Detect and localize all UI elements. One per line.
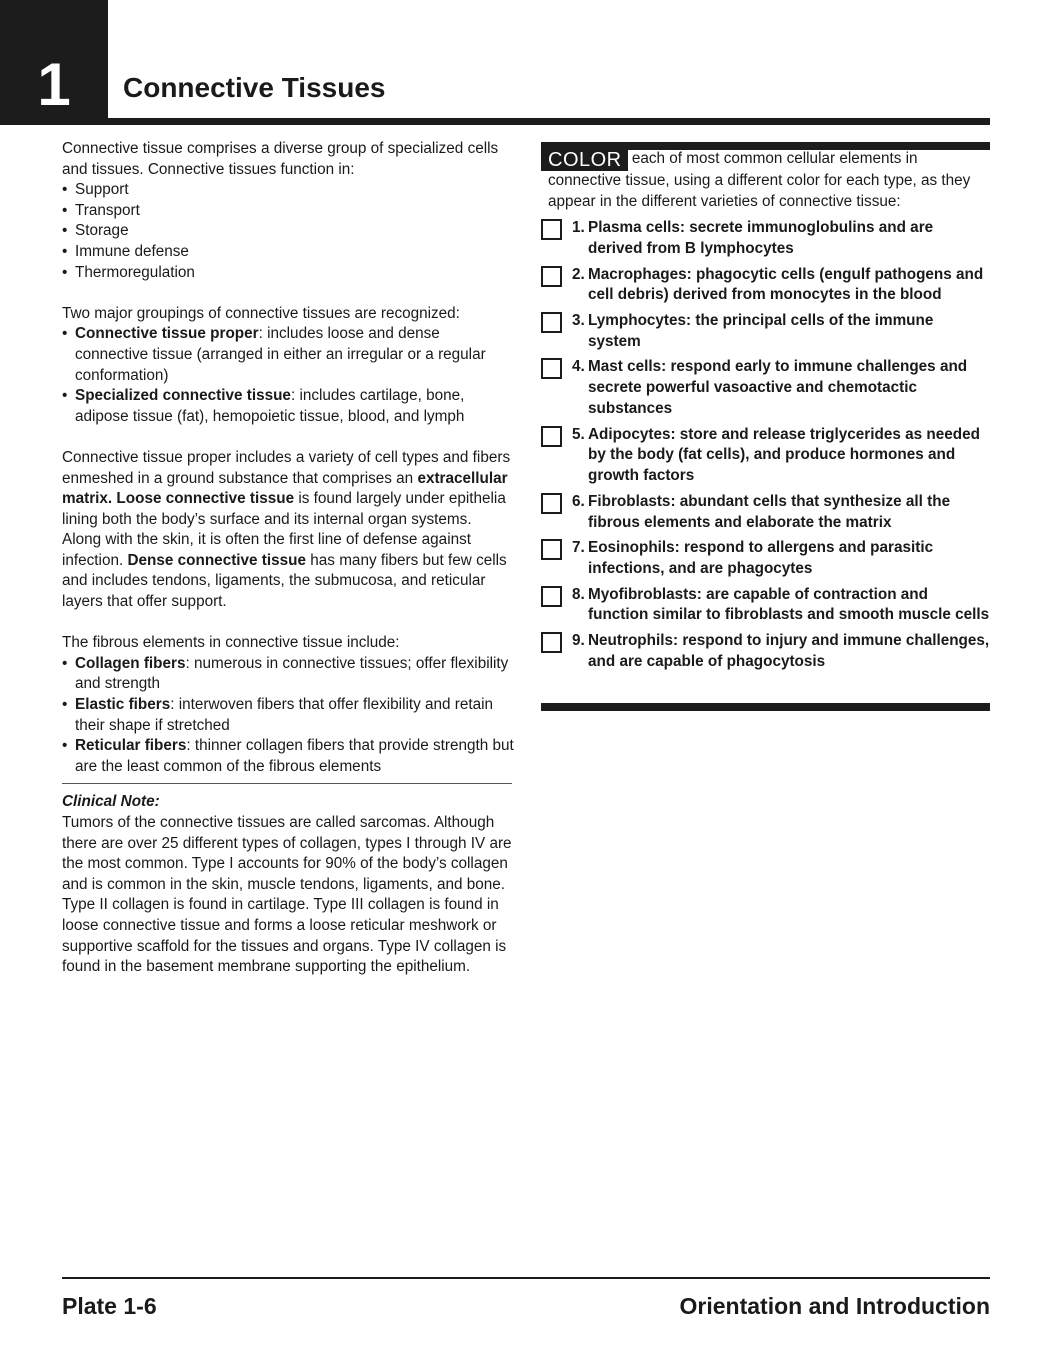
item-text: Eosinophils: respond to allergens and parasitic infections, and are phagocytes	[588, 539, 934, 577]
grouping-desc: : includes cartilage, bone, adipose tissue (fat), hemopoietic tissue, blood, and lymph	[75, 387, 465, 425]
color-checkbox[interactable]	[541, 358, 562, 379]
item-number: 3.	[572, 311, 585, 329]
color-checkbox[interactable]	[541, 312, 562, 333]
item-text: Plasma cells: secrete immunoglobulins and are derived from B lymphocytes	[588, 219, 934, 257]
chapter-number: 1	[37, 51, 71, 118]
proper-bold-2: Dense connective tissue	[127, 551, 307, 569]
grouping-term: Specialized connective tissue	[75, 387, 291, 405]
color-item	[541, 425, 990, 487]
fiber-item	[62, 736, 514, 777]
fiber-desc: : numerous in connective tissues; offer flexibility and strength	[75, 654, 509, 693]
item-number: 5.	[572, 425, 585, 443]
color-item	[541, 631, 990, 673]
proper-text-1: Connective tissue proper includes a variety of cell types and fibers enmeshed in a ground substance that comprises an	[62, 448, 511, 487]
item-text: Adipocytes: store and release triglycerides as needed by the body (fat cells), and produce hormones and growth factors	[588, 425, 980, 485]
item-text: Fibroblasts: abundant cells that synthesize all the fibrous elements and elaborate the matrix	[588, 492, 951, 531]
item-text: Macrophages: phagocytic cells (engulf pathogens and cell debris) derived from monocytes in the blood	[588, 265, 984, 304]
fibers-list	[62, 654, 514, 778]
fiber-desc: : thinner collagen fibers that provide strength but are the least common of the fibrous elements	[75, 737, 514, 775]
item-number: 4.	[572, 358, 585, 376]
color-tag: COLOR	[541, 149, 628, 171]
color-checkbox[interactable]	[541, 219, 562, 240]
color-item	[541, 492, 990, 534]
section-title: Orientation and Introduction	[679, 1293, 990, 1319]
color-item	[541, 265, 990, 307]
color-item	[541, 538, 990, 580]
function-item: • Storage	[62, 221, 514, 242]
clinical-note-title: Clinical Note:	[62, 793, 160, 811]
fiber-term: Reticular fibers	[75, 737, 187, 755]
item-text: Neutrophils: respond to injury and immune challenges, and are capable of phagocytosis	[588, 631, 990, 670]
fiber-term: Elastic fibers	[75, 696, 171, 714]
function-item: • Transport	[62, 201, 514, 222]
grouping-item	[62, 324, 514, 386]
color-instruction-text: each of most common cellular elements in connective tissue, using a different color for each type, as they appear in the different varieties of connective tissue:	[548, 150, 971, 210]
proper-text-3: has many fibers but few cells and includes tendons, ligaments, the submucosa, and reticular layers that offer support.	[62, 551, 507, 611]
color-box-bottom-bar	[541, 703, 990, 711]
clinical-note-text: Tumors of the connective tissues are called sarcomas. Although there are over 25 different types of collagen, types I through IV are the most common. Type I accounts for 90% of the body’s collagen and is common in the skin, muscle tendons, ligaments, and bone. Type II collagen is found in cartilage. Type III collagen is found in loose connective tissue and forms a loose reticular meshwork or supportive scaffold for the tissues and organs. Type IV collagen is found in the basement membrane supporting the epithelium.	[62, 814, 512, 976]
main-text-column	[62, 139, 514, 978]
grouping-term: Connective tissue proper	[75, 325, 259, 343]
proper-text-2: is found largely under epithelia lining both the body’s surface and its internal organ systems. Along with the skin, it is often the first line of defense against infection.	[62, 490, 506, 569]
footer-rule	[62, 1277, 990, 1279]
function-item: • Immune defense	[62, 242, 514, 263]
header-rule	[108, 118, 990, 125]
item-number: 2.	[572, 265, 585, 283]
plate-number: Plate 1-6	[62, 1293, 157, 1319]
item-text: Myofibroblasts: are capable of contraction and function similar to fibroblasts and smooth muscle cells	[588, 585, 990, 624]
item-number: 1.	[572, 219, 585, 237]
color-item	[541, 218, 990, 260]
color-checkbox[interactable]	[541, 586, 562, 607]
function-item: • Support	[62, 180, 514, 201]
item-text: Lymphocytes: the principal cells of the immune system	[588, 311, 934, 350]
fiber-desc: : interwoven fibers that offer flexibility and retain their shape if stretched	[75, 696, 494, 734]
color-item	[541, 585, 990, 627]
fiber-item	[62, 695, 514, 736]
color-checkbox[interactable]	[541, 493, 562, 514]
color-instruction	[541, 149, 990, 212]
clinical-note-rule	[62, 783, 512, 784]
function-item: • Thermoregulation	[62, 263, 514, 284]
color-item-list	[541, 218, 990, 672]
color-box	[541, 142, 990, 677]
item-number: 7.	[572, 539, 585, 557]
grouping-item	[62, 386, 514, 427]
proper-paragraph	[62, 448, 514, 613]
chapter-number-box	[0, 0, 108, 125]
item-number: 6.	[572, 492, 585, 510]
item-text: Mast cells: respond early to immune challenges and secrete powerful vasoactive and chemotactic substances	[588, 358, 968, 417]
page-title: Connective Tissues	[123, 72, 386, 103]
color-checkbox[interactable]	[541, 426, 562, 447]
fiber-term: Collagen fibers	[75, 654, 186, 672]
fibers-lead: The fibrous elements in connective tissue include:	[62, 634, 400, 652]
color-checkbox[interactable]	[541, 266, 562, 287]
functions-list	[62, 180, 514, 283]
color-item	[541, 311, 990, 353]
groupings-list	[62, 324, 514, 427]
item-number: 8.	[572, 585, 585, 603]
color-checkbox[interactable]	[541, 539, 562, 560]
color-item	[541, 357, 990, 419]
intro-paragraph: Connective tissue comprises a diverse group of specialized cells and tissues. Connective tissues function in:	[62, 140, 499, 178]
proper-bold-1: extracellular matrix. Loose connective tissue	[62, 469, 508, 508]
fiber-item	[62, 654, 514, 695]
groupings-lead: Two major groupings of connective tissues are recognized:	[62, 304, 460, 322]
item-number: 9.	[572, 631, 585, 649]
color-checkbox[interactable]	[541, 632, 562, 653]
grouping-desc: : includes loose and dense connective tissue (arranged in either an irregular or a regular conformation)	[75, 325, 486, 384]
